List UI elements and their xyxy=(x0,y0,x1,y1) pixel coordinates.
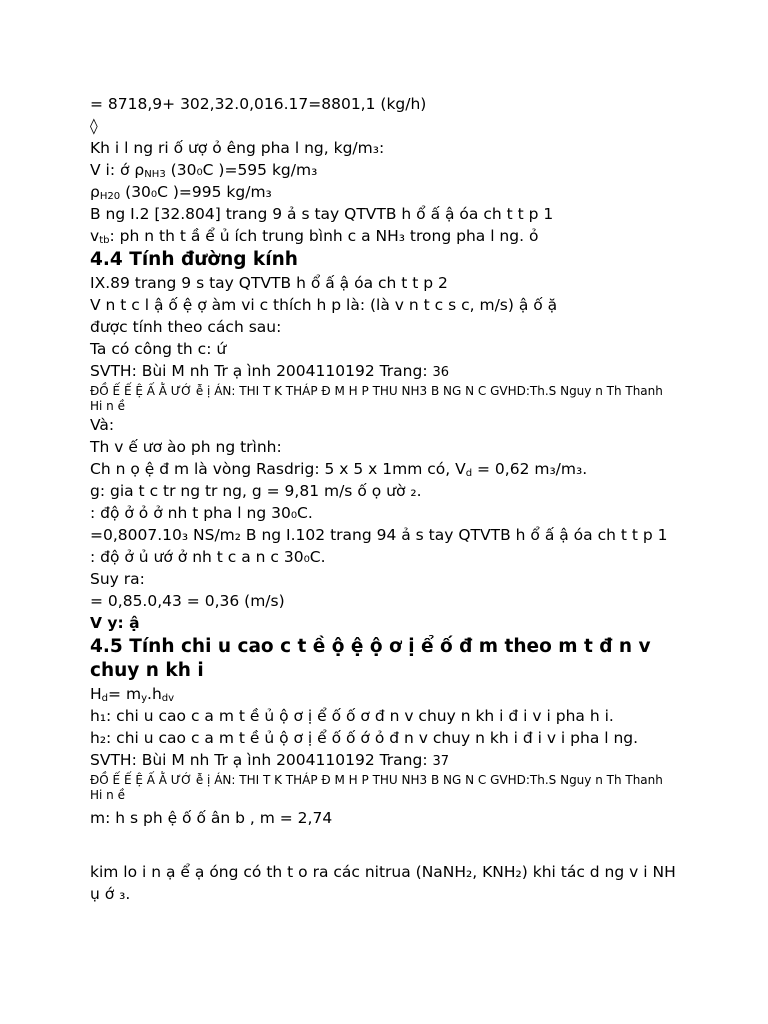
header-project-title-cont: Hi n ề xyxy=(90,788,125,802)
text-h1-definition: h₁: chi u cao c a m t ề ủ ộ ơ ị ể ố ố ơ đ n v chuy n kh i đ i v i pha h i. xyxy=(90,707,614,725)
text-viscosity-value: =0,8007.10₃ NS/m₂ B ng I.102 trang 94 ả s tay QTVTB h ổ ấ ậ óa ch t t p 1 xyxy=(90,526,668,544)
spacer xyxy=(90,829,690,861)
text-h2-definition: h₂: chi u cao c a m t ề ủ ộ ơ ị ể ố ố ớ ỏ đ n v chuy n kh i đ i v i pha l ng. xyxy=(90,729,639,747)
equation-velocity-result: = 0,85.0,43 = 0,36 (m/s) xyxy=(90,592,285,610)
text-reference-ix89: IX.89 trang 9 s tay QTVTB h ổ ấ ậ óa ch t t p 2 xyxy=(90,274,448,292)
text-fragment: v xyxy=(90,227,100,245)
text-fragment: Ch n ọ ệ đ m là vòng Rasdrig: 5 x 5 x 1mm có, V xyxy=(90,460,466,478)
subscript: d xyxy=(101,693,109,704)
equation-packing-height xyxy=(90,683,690,705)
text-fragment: ρ xyxy=(90,183,100,201)
text-density-nh3 xyxy=(90,159,690,181)
diamond-symbol: ◊ xyxy=(90,117,98,135)
subscript: NH3 xyxy=(144,169,166,180)
text-water-viscosity: : độ ở ủ ướ ở nh t c a n c 30₀C. xyxy=(90,548,326,566)
subscript: d xyxy=(465,468,473,479)
text-and: Và: xyxy=(90,416,115,434)
text-calculated-as: được tính theo cách sau: xyxy=(90,318,282,336)
text-metal-nitride: kim lo i n ạ ể ạ óng có th t o ra các nitrua (NaNH₂, KNH₂) khi tác d ng v i NH ụ ớ ₃. xyxy=(90,863,676,903)
header-project-title-cont: Hi n ề xyxy=(90,399,125,413)
subscript: y xyxy=(141,693,148,704)
equation-total-flow: = 8718,9+ 302,32.0,016.17=8801,1 (kg/h) xyxy=(90,95,427,113)
text-fragment: .h xyxy=(147,685,162,703)
text-formula-intro: Ta có công th c: ứ xyxy=(90,340,227,358)
subscript: tb xyxy=(99,235,110,246)
header-project-title: ĐỒ Ế Ế Ệ Ấ Ằ ƯỚ ễ ị ÁN: THI T K THÁP Đ M H P THU NH3 B NG N C GVHD:Th.S Nguy n Th Thanh xyxy=(90,773,663,787)
text-fragment: = m xyxy=(108,685,142,703)
text-fragment: V i: ớ ρ xyxy=(90,161,145,179)
text-density-h2o xyxy=(90,181,690,203)
text-fragment: SVTH: Bùi M nh Tr ạ ình 2004110192 Trang: xyxy=(90,362,433,380)
text-fragment: = 0,62 m₃/m₃. xyxy=(472,460,588,478)
footer-student-info-37 xyxy=(90,749,690,773)
page-number: 37 xyxy=(432,754,450,769)
text-liquid-density-heading: Kh i l ng ri ố ượ ỏ êng pha l ng, kg/m₃: xyxy=(90,139,385,157)
subscript: H20 xyxy=(99,191,121,202)
text-velocity: V n t c l ậ ố ệ ợ àm vi c thích h p là: (là v n t c s c, m/s) ậ ố ặ xyxy=(90,296,558,314)
section-heading-4-4: 4.4 Tính đường kính xyxy=(90,249,298,270)
text-packing-choice xyxy=(90,458,690,480)
text-fragment: (30₀C )=595 kg/m₃ xyxy=(165,161,318,179)
text-therefore: Suy ra: xyxy=(90,570,145,588)
text-substitute: Th v ế ươ ào ph ng trình: xyxy=(90,438,282,456)
text-fragment: SVTH: Bùi M nh Tr ạ ình 2004110192 Trang: xyxy=(90,751,433,769)
document-page xyxy=(90,93,690,905)
header-project-title: ĐỒ Ế Ế Ệ Ấ Ằ ƯỚ ễ ị ÁN: THI T K THÁP Đ M H P THU NH3 B NG N C GVHD:Th.S Nguy n Th Thanh xyxy=(90,384,663,398)
subscript: dv xyxy=(161,693,175,704)
footer-student-info-36 xyxy=(90,360,690,384)
page-number: 36 xyxy=(432,365,450,380)
section-heading-4-5: 4.5 Tính chi u cao c t ề ộ ệ ộ ơ ị ể ố đ m theo m t đ n v chuy n kh i xyxy=(90,636,651,681)
text-gravity: g: gia t c tr ng tr ng, g = 9,81 m/s ố ọ ườ ₂. xyxy=(90,482,422,500)
text-fragment: : ph n th t ầ ể ủ ích trung bình c a NH₃ trong pha l ng. ỏ xyxy=(109,227,539,245)
text-conclusion: V y: ậ xyxy=(90,614,140,632)
text-liquid-viscosity: : độ ở ỏ ở nh t pha l ng 30₀C. xyxy=(90,504,313,522)
text-fragment: (30₀C )=995 kg/m₃ xyxy=(120,183,272,201)
text-fragment: H xyxy=(90,685,102,703)
text-volume-fraction xyxy=(90,225,690,247)
text-table-reference: B ng I.2 [32.804] trang 9 ả s tay QTVTB h ổ ấ ậ óa ch t t p 1 xyxy=(90,205,554,223)
text-distribution-coefficient: m: h s ph ệ ố ố ân b , m = 2,74 xyxy=(90,809,333,827)
